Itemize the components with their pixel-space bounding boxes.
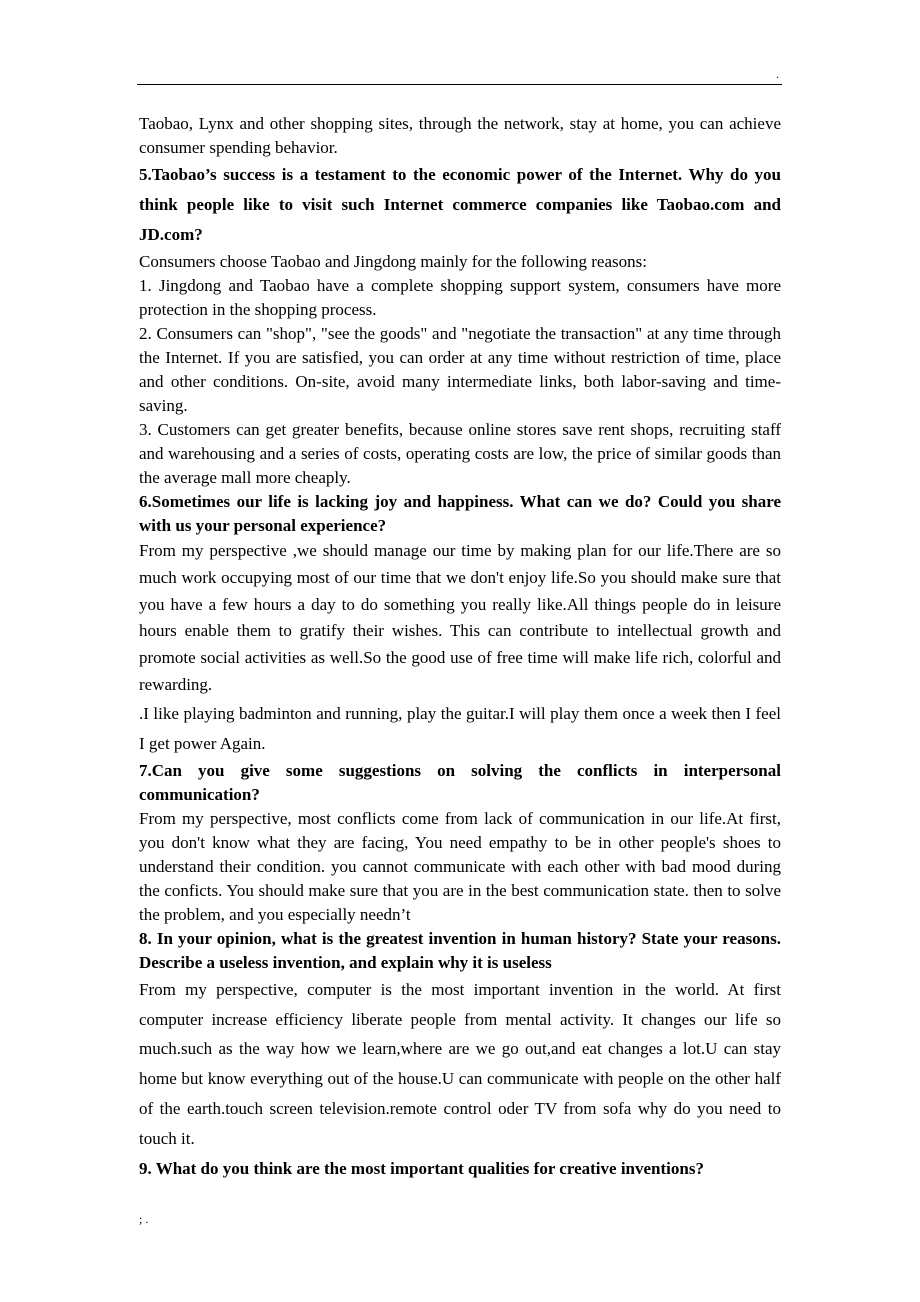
question-heading: 5.Taobao’s success is a testament to the economic power of the Internet. Why do you think people like to visit such Internet commerce companies like Taobao.com and JD.com?	[139, 165, 781, 244]
answer-paragraph: 2. Consumers can "shop", "see the goods" and "negotiate the transaction" at any time through the Internet. If you are satisfied, you can order at any time without restriction of time, place and other conditions. On-site, avoid many intermediate links, both labor-saving and time-saving.	[139, 324, 781, 415]
answer-paragraph: 1. Jingdong and Taobao have a complete shopping support system, consumers have more protection in the shopping process.	[139, 276, 781, 319]
answer-paragraph: Taobao, Lynx and other shopping sites, through the network, stay at home, you can achieve consumer spending behavior.	[139, 114, 781, 157]
question-heading: 7.Can you give some suggestions on solving the conflicts in interpersonal communication?	[139, 760, 781, 804]
answer-paragraph: From my perspective ,we should manage our time by making plan for our life.There are so much work occupying most of our time that we don't enjoy life.So you should make sure that you have a few hours a day to do something you really like.All things people do in leisure hours enable them to gratify their wishes. This can contribute to intellectual growth and promote social activities as well.So the good use of free time will make life rich, colorful and rewarding.	[139, 541, 781, 694]
answer-paragraph: 3. Customers can get greater benefits, because online stores save rent shops, recruiting staff and warehousing and a series of costs, operating costs are low, the price of similar goods than the average mall more cheaply.	[139, 420, 781, 487]
header-rule	[137, 84, 782, 85]
question-heading: 8. In your opinion, what is the greatest invention in human history? State your reasons. Describe a useless invention, and explain why it is useless	[139, 928, 781, 972]
answer-paragraph: Consumers choose Taobao and Jingdong mainly for the following reasons:	[139, 252, 647, 271]
header-mark: .	[776, 67, 779, 81]
question-heading: 9. What do you think are the most important qualities for creative inventions?	[139, 1158, 704, 1178]
answer-paragraph: .I like playing badminton and running, play the guitar.I will play them once a week then I feel I get power Again.	[139, 703, 781, 753]
answer-paragraph: From my perspective, most conflicts come from lack of communication in our life.At first, you don't know what they are facing, You need empathy to be in other people's shoes to understand their condition. you cannot communicate with each other with bad mood during the conficts. You should make sure that you are in the best communication state. then to solve the problem, and you especially needn’t	[139, 808, 781, 924]
answer-paragraph: From my perspective, computer is the most important invention in the world. At first computer increase efficiency liberate people from mental activity. It changes our life so much.such as the way how we learn,where are we go out,and eat changes a lot.U can stay home but know everything out of the house.U can communicate with people on the other half of the earth.touch screen television.remote control oder TV from sofa why do you need to touch it.	[139, 979, 781, 1148]
document-body	[139, 112, 781, 1184]
question-heading: 6.Sometimes our life is lacking joy and happiness. What can we do? Could you share with us your personal experience?	[139, 492, 781, 535]
footer-mark: ; .	[139, 1212, 149, 1226]
